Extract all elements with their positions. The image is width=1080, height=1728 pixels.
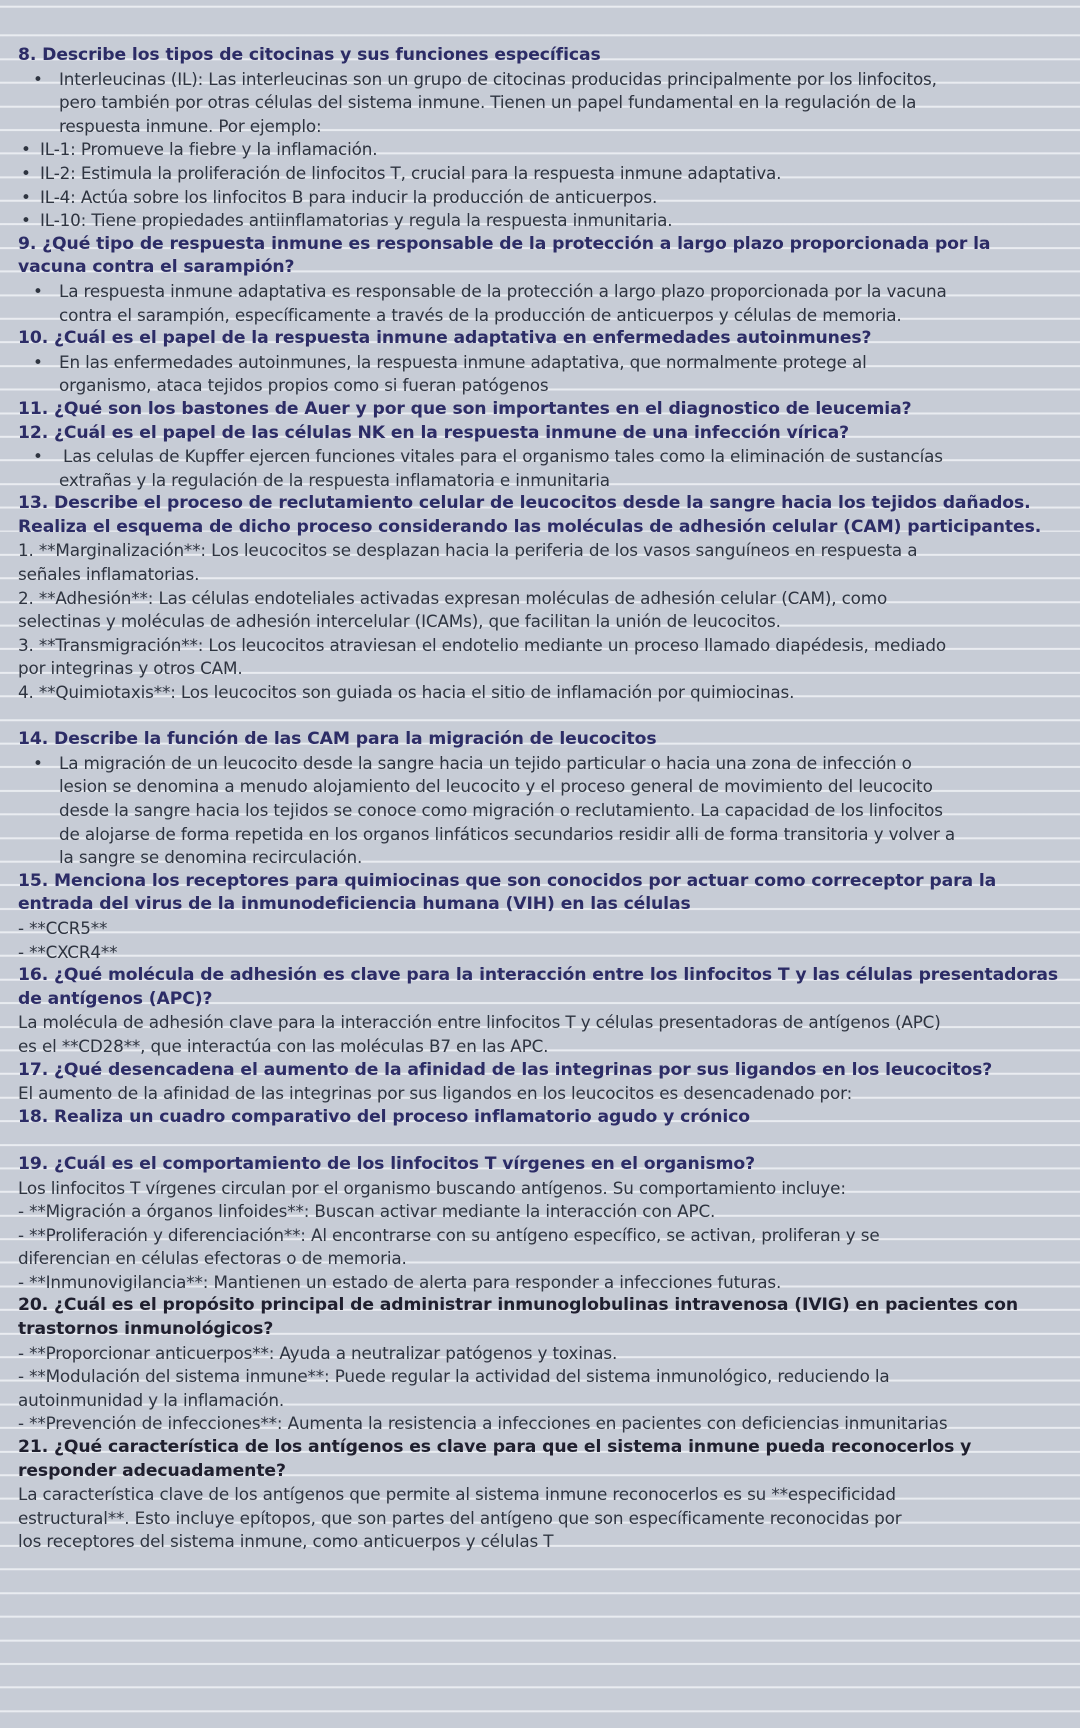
paragraph-line: La característica clave de los antígenos que permite al sistema inmune reconocerlos es su **especificidad bbox=[18, 1484, 896, 1505]
bullet-continuation: la sangre se denomina recirculación. bbox=[59, 847, 363, 868]
bullet-continuation: desde la sangre hacia los tejidos se conoce como migración o reclutamiento. La capacidad de los linfocitos bbox=[59, 800, 943, 820]
sub-bullet-item: • IL-10: Tiene propiedades antiinflamatorias y regula la respuesta inmunitaria. bbox=[18, 209, 1070, 233]
question-heading: 10. ¿Cuál es el papel de la respuesta inmune adaptativa en enfermedades autoinmunes? bbox=[18, 328, 872, 349]
question-heading: 14. Describe la función de las CAM para la migración de leucocitos bbox=[18, 729, 657, 750]
question-heading: 17. ¿Qué desencadena el aumento de la afinidad de las integrinas por sus ligandos en los leucocitos? bbox=[18, 1059, 993, 1080]
paragraph-line: - **Modulación del sistema inmune**: Puede regular la actividad del sistema inmunológico, reduciendo la bbox=[18, 1366, 890, 1387]
question-heading: Realiza el esquema de dicho proceso considerando las moléculas de adhesión celular (CAM) participantes. bbox=[18, 516, 1042, 537]
question-heading: 21. ¿Qué característica de los antígenos es clave para que el sistema inmune pueda reconocerlos y bbox=[18, 1437, 972, 1458]
question-heading: 11. ¿Qué son los bastones de Auer y por que son importantes en el diagnostico de leucemia? bbox=[18, 398, 912, 419]
paragraph-line: - **Prevención de infecciones**: Aumenta la resistencia a infecciones en pacientes con deficiencias inmunitarias bbox=[18, 1413, 948, 1434]
paragraph-line: por integrinas y otros CAM. bbox=[18, 658, 243, 679]
bullet-continuation: pero también por otras células del sistema inmune. Tienen un papel fundamental en la regulación de la bbox=[59, 92, 917, 113]
question-heading: vacuna contra el sarampión? bbox=[18, 257, 295, 278]
paragraph-line: - **Migración a órganos linfoides**: Buscan activar mediante la interacción con APC. bbox=[18, 1201, 716, 1222]
paragraph-line: La molécula de adhesión clave para la interacción entre linfocitos T y células presentadoras de antígenos (APC) bbox=[18, 1012, 941, 1033]
paragraph-line: El aumento de la afinidad de las integrinas por sus ligandos en los leucocitos es desencadenado por: bbox=[18, 1083, 853, 1104]
question-heading: 15. Menciona los receptores para quimiocinas que son conocidos por actuar como correceptor para la bbox=[18, 870, 997, 891]
bullet-continuation: extrañas y la regulación de la respuesta inflamatoria e inmunitaria bbox=[59, 469, 610, 490]
blank-line bbox=[18, 705, 1070, 729]
bullet-continuation: organismo, ataca tejidos propios como si fueran patógenos bbox=[59, 375, 549, 396]
paragraph-line: - **Inmunovigilancia**: Mantienen un estado de alerta para responder a infecciones futuras. bbox=[18, 1271, 782, 1292]
question-heading: 19. ¿Cuál es el comportamiento de los linfocitos T vírgenes en el organismo? bbox=[18, 1153, 756, 1174]
bullet-continuation: lesion se denomina a menudo alojamiento del leucocito y el proceso general de movimiento del leucocito bbox=[59, 776, 933, 797]
question-heading: trastornos inmunológicos? bbox=[18, 1319, 274, 1340]
blank-line bbox=[18, 1129, 1070, 1153]
paragraph-line: 4. **Quimiotaxis**: Los leucocitos son guiada os hacia el sitio de inflamación por quimiocinas. bbox=[18, 682, 795, 703]
paragraph-line: - **Proporcionar anticuerpos**: Ayuda a neutralizar patógenos y toxinas. bbox=[18, 1342, 618, 1363]
question-heading: 13. Describe el proceso de reclutamiento celular de leucocitos desde la sangre hacia los tejidos dañados. bbox=[18, 493, 1031, 514]
bullet-continuation: contra el sarampión, específicamente a través de la producción de anticuerpos y células de memoria. bbox=[59, 304, 902, 325]
paragraph-line: Los linfocitos T vírgenes circulan por el organismo buscando antígenos. Su comportamiento incluye: bbox=[18, 1177, 846, 1198]
question-heading: 12. ¿Cuál es el papel de las células NK en la respuesta inmune de una infección vírica? bbox=[18, 422, 850, 443]
question-heading: 16. ¿Qué molécula de adhesión es clave para la interacción entre los linfocitos T y las células presentadoras bbox=[18, 965, 1059, 986]
bullet-continuation: respuesta inmune. Por ejemplo: bbox=[59, 115, 322, 136]
question-heading: de antígenos (APC)? bbox=[18, 988, 213, 1009]
paragraph-line: 3. **Transmigración**: Los leucocitos atraviesan el endotelio mediante un proceso llamado diapédesis, mediado bbox=[18, 634, 946, 655]
question-heading: 20. ¿Cuál es el propósito principal de administrar inmunoglobulinas intravenosa (IVIG) en pacientes con bbox=[18, 1295, 1018, 1316]
bullet-item: • La respuesta inmune adaptativa es responsable de la protección a largo plazo proporcionada por la vacuna bbox=[18, 280, 1070, 304]
question-heading: 9. ¿Qué tipo de respuesta inmune es responsable de la protección a largo plazo proporcionada por la bbox=[18, 233, 991, 254]
sub-bullet-item: • IL-1: Promueve la fiebre y la inflamación. bbox=[18, 138, 1070, 162]
paragraph-line: diferencian en células efectoras o de memoria. bbox=[18, 1248, 407, 1269]
sub-bullet-item: • IL-4: Actúa sobre los linfocitos B para inducir la producción de anticuerpos. bbox=[18, 186, 1070, 210]
paragraph-line: señales inflamatorias. bbox=[18, 564, 200, 585]
question-heading: entrada del virus de la inmunodeficiencia humana (VIH) en las células bbox=[18, 894, 691, 915]
paragraph-line: los receptores del sistema inmune, como anticuerpos y células T bbox=[18, 1531, 554, 1552]
paragraph-line: es el **CD28**, que interactúa con las moléculas B7 en las APC. bbox=[18, 1035, 549, 1056]
paragraph-line: 2. **Adhesión**: Las células endoteliales activadas expresan moléculas de adhesión celular (CAM), como bbox=[18, 587, 888, 608]
question-heading: 8. Describe los tipos de citocinas y sus funciones específicas bbox=[18, 45, 601, 65]
paragraph-line: - **CCR5** bbox=[18, 917, 108, 938]
bullet-continuation: de alojarse de forma repetida en los organos linfáticos secundarios residir alli de forma transitoria y volver a bbox=[59, 823, 956, 844]
bullet-item: • Interleucinas (IL): Las interleucinas son un grupo de citocinas producidas principalmente por los linfocitos, bbox=[18, 68, 1070, 92]
paragraph-line: - **Proliferación y diferenciación**: Al encontrarse con su antígeno específico, se activan, proliferan y se bbox=[18, 1224, 880, 1245]
paragraph-line: - **CXCR4** bbox=[18, 941, 118, 962]
bullet-item: • La migración de un leucocito desde la sangre hacia un tejido particular o hacia una zona de infección o bbox=[18, 752, 1070, 776]
document-body bbox=[18, 44, 1070, 1554]
bullet-item: • Las celulas de Kupffer ejercen funciones vitales para el organismo tales como la eliminación de sustancías bbox=[18, 445, 1070, 469]
question-heading: 18. Realiza un cuadro comparativo del proceso inflamatorio agudo y crónico bbox=[18, 1106, 751, 1127]
question-heading: responder adecuadamente? bbox=[18, 1460, 286, 1481]
bullet-item: • En las enfermedades autoinmunes, la respuesta inmune adaptativa, que normalmente protege al bbox=[18, 351, 1070, 375]
sub-bullet-item: • IL-2: Estimula la proliferación de linfocitos T, crucial para la respuesta inmune adaptativa. bbox=[18, 162, 1070, 186]
paragraph-line: 1. **Marginalización**: Los leucocitos se desplazan hacia la periferia de los vasos sanguíneos en respuesta a bbox=[18, 540, 918, 561]
paragraph-line: selectinas y moléculas de adhesión intercelular (ICAMs), que facilitan la unión de leucocitos. bbox=[18, 611, 781, 632]
paragraph-line: autoinmunidad y la inflamación. bbox=[18, 1389, 285, 1410]
paragraph-line: estructural**. Esto incluye epítopos, que son partes del antígeno que son específicamente reconocidas por bbox=[18, 1507, 902, 1528]
